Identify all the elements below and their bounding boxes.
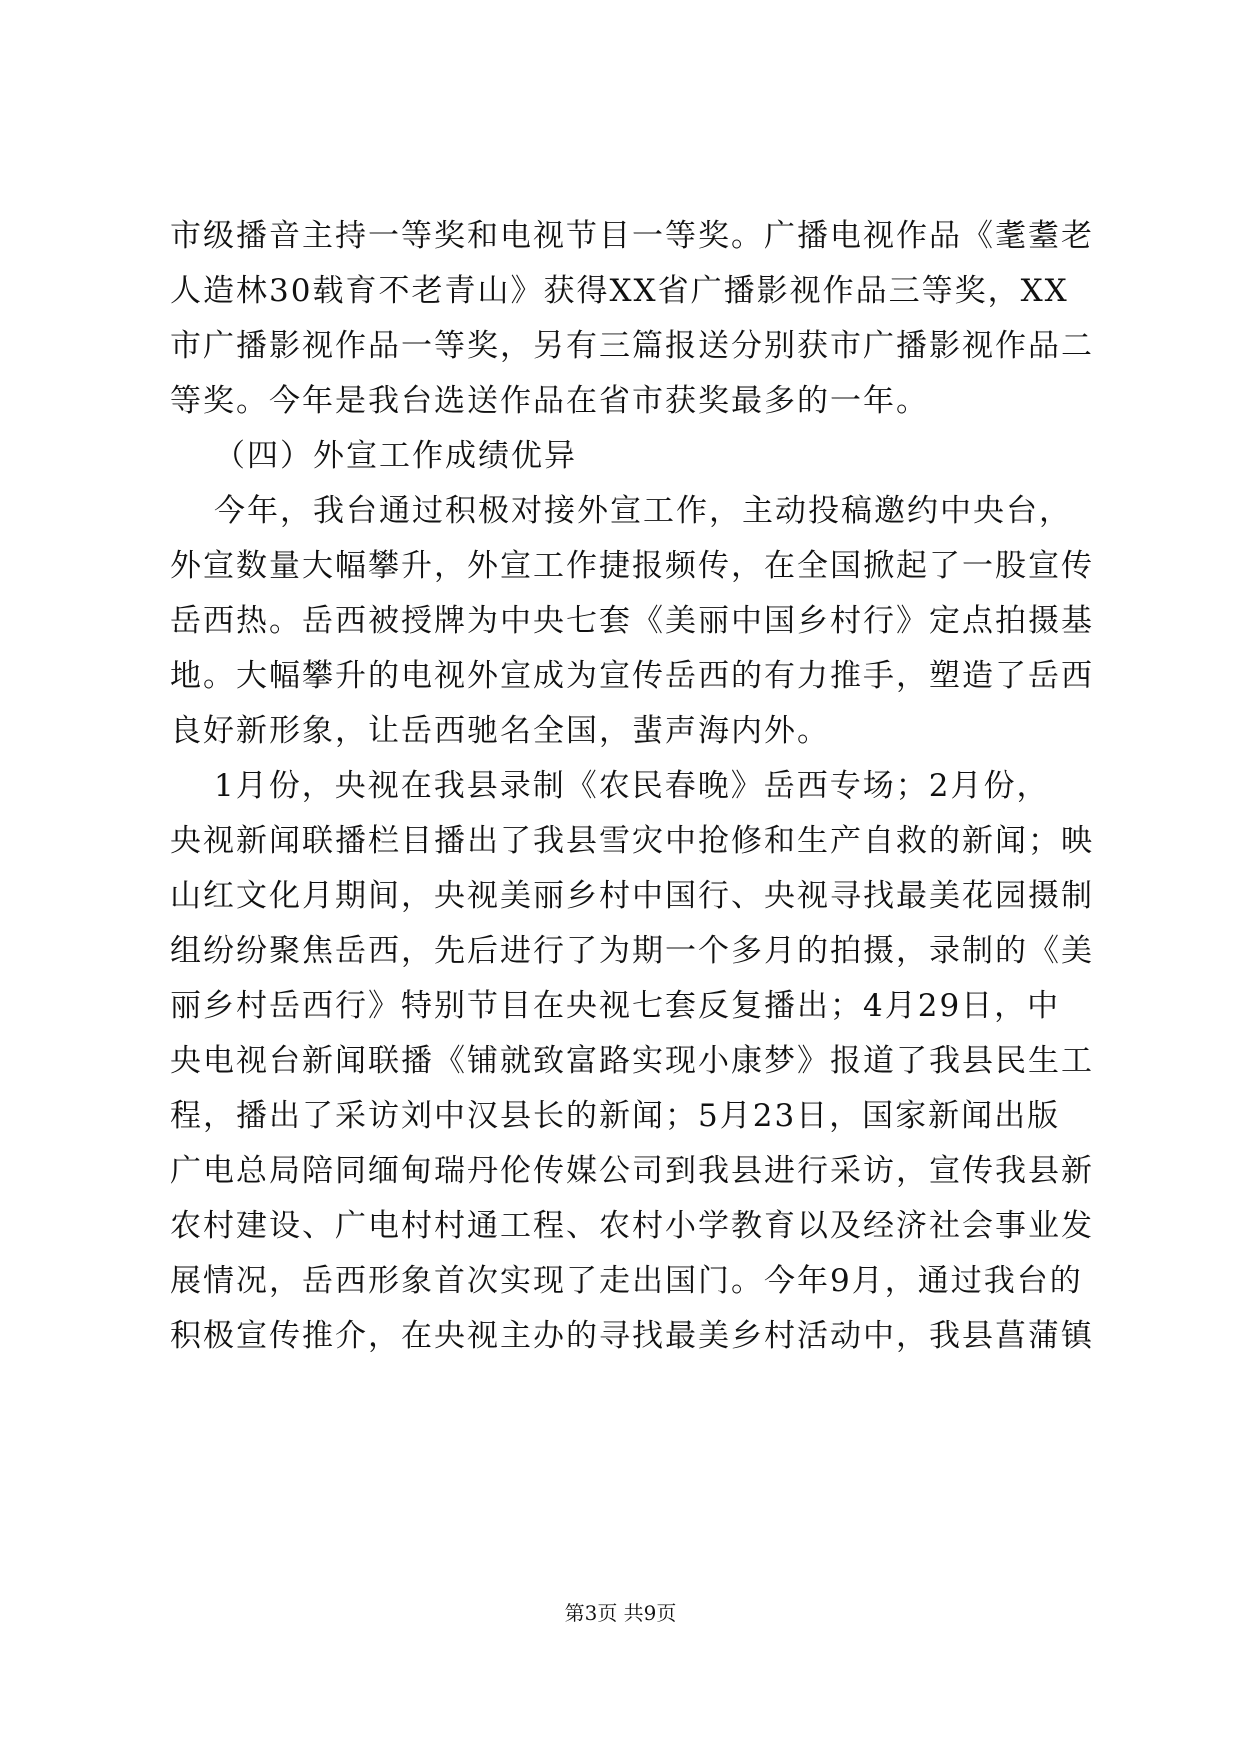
body-text-line: 等奖。今年是我台选送作品在省市获奖最多的一年。 [170,383,929,419]
body-text-line: 程，播出了采访刘中汉县长的新闻；5月23日，国家新闻出版 [170,1098,1061,1134]
section-heading: （四）外宣工作成绩优异 [214,438,577,474]
body-text-line: 丽乡村岳西行》特别节目在央视七套反复播出；4月29日，中 [170,988,1061,1024]
body-text-line: 农村建设、广电村村通工程、农村小学教育以及经济社会事业发 [170,1208,1094,1244]
body-text-line: 央电视台新闻联播《铺就致富路实现小康梦》报道了我县民生工 [170,1043,1094,1079]
body-text-line: 人造林30载育不老青山》获得XX省广播影视作品三等奖，XX [170,273,1069,309]
body-text-line: 积极宣传推介，在央视主办的寻找最美乡村活动中，我县菖蒲镇 [170,1318,1094,1354]
body-text-line: 今年，我台通过积极对接外宣工作，主动投稿邀约中央台， [214,493,1072,529]
body-text-line: 1月份，央视在我县录制《农民春晚》岳西专场；2月份， [214,768,1050,804]
body-text-line: 广电总局陪同缅甸瑞丹伦传媒公司到我县进行采访，宣传我县新 [170,1153,1094,1189]
body-text-line: 外宣数量大幅攀升，外宣工作捷报频传，在全国掀起了一股宣传 [170,548,1094,584]
body-text-line: 展情况，岳西形象首次实现了走出国门。今年9月，通过我台的 [170,1263,1083,1299]
body-text-line: 良好新形象，让岳西驰名全国，蜚声海内外。 [170,713,830,749]
body-text-line: 组纷纷聚焦岳西，先后进行了为期一个多月的拍摄，录制的《美 [170,933,1094,969]
body-text-line: 地。大幅攀升的电视外宣成为宣传岳西的有力推手，塑造了岳西 [170,658,1094,694]
body-text-line: 山红文化月期间，央视美丽乡村中国行、央视寻找最美花园摄制 [170,878,1094,914]
body-text-line: 市级播音主持一等奖和电视节目一等奖。广播电视作品《耄耋老 [170,218,1094,254]
body-text-line: 岳西热。岳西被授牌为中央七套《美丽中国乡村行》定点拍摄基 [170,603,1094,639]
body-text-line: 市广播影视作品一等奖，另有三篇报送分别获市广播影视作品二 [170,328,1094,364]
body-text-line: 央视新闻联播栏目播出了我县雪灾中抢修和生产自救的新闻；映 [170,823,1094,859]
page-number-footer: 第3页 共9页 [564,1601,677,1625]
